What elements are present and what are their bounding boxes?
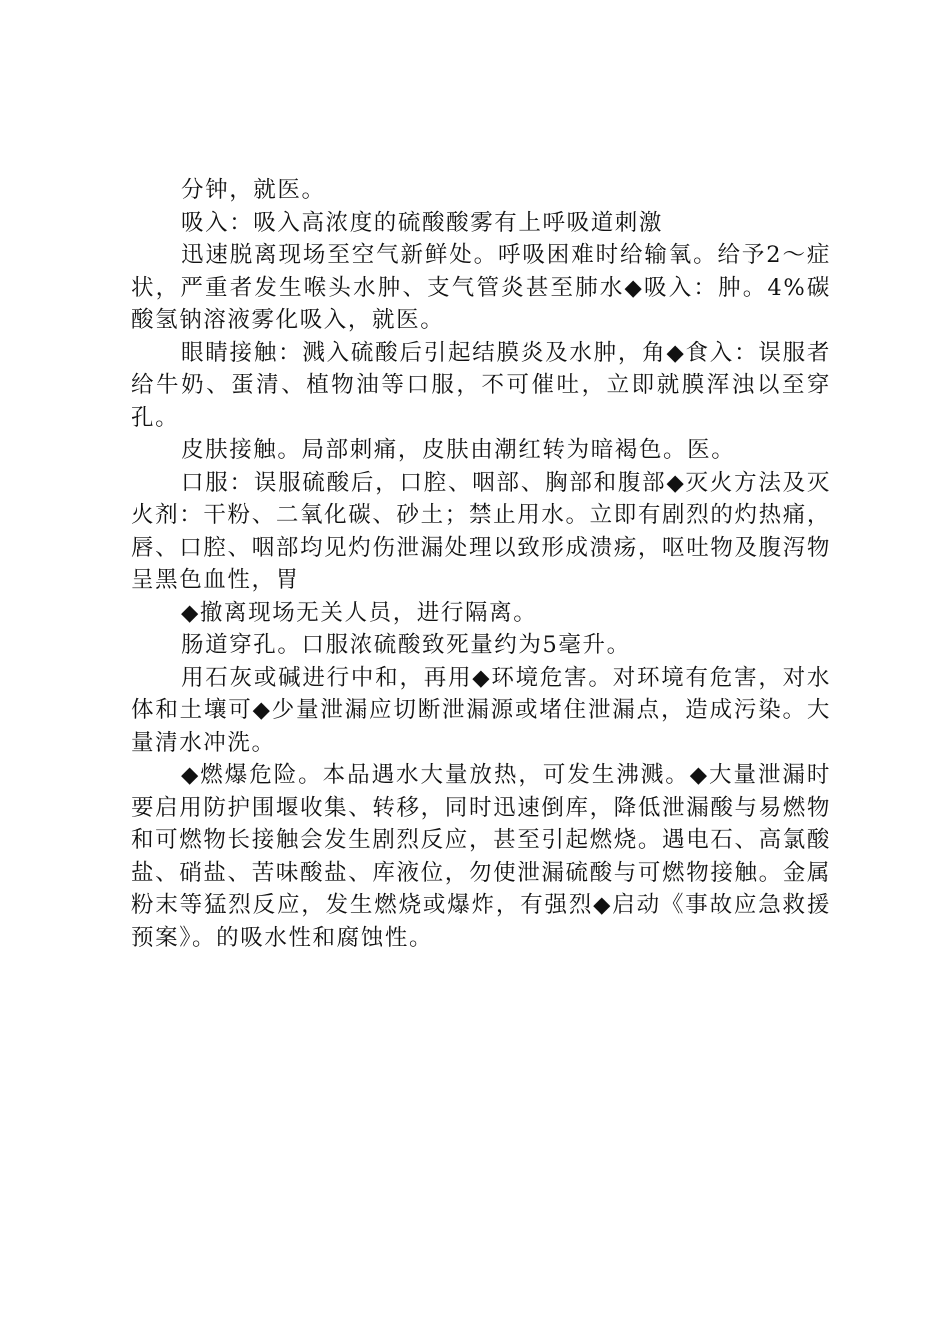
- paragraph-10: ◆燃爆危险。本品遇水大量放热，可发生沸溅。◆大量泄漏时要启用防护围堰收集、转移，同时迅速倒库，降低泄漏酸与易燃物和可燃物长接触会发生剧烈反应，甚至引起燃烧。遇电石、高氯酸盐、硝盐、苦味酸盐、库液位，勿使泄漏硫酸与可燃物接触。金属粉末等猛烈反应，发生燃烧或爆炸，有强烈◆启动《事故应急救援预案》。的吸水性和腐蚀性。: [131, 762, 831, 951]
- paragraph-9: 用石灰或碱进行中和，再用◆环境危害。对环境有危害，对水体和土壤可◆少量泄漏应切断泄漏源或堵住泄漏点，造成污染。大量清水冲洗。: [131, 664, 831, 756]
- paragraph-6: 口服：误服硫酸后，口腔、咽部、胸部和腹部◆灭火方法及灭火剂：干粉、二氧化碳、砂土；禁止用水。立即有剧烈的灼热痛，唇、口腔、咽部均见灼伤泄漏处理以致形成溃疡，呕吐物及腹泻物呈黑色血性，胃: [131, 469, 831, 593]
- document-body: [131, 174, 831, 954]
- paragraph-3: 迅速脱离现场至空气新鲜处。呼吸困难时给输氧。给予2～症状，严重者发生喉头水肿、支气管炎甚至肺水◆吸入：肿。4%碳酸氢钠溶液雾化吸入，就医。: [131, 242, 831, 333]
- paragraph-2: 吸入：吸入高浓度的硫酸酸雾有上呼吸道刺激: [181, 209, 664, 236]
- paragraph-5: 皮肤接触。局部刺痛，皮肤由潮红转为暗褐色。医。: [181, 437, 736, 463]
- paragraph-8: 肠道穿孔。口服浓硫酸致死量约为5毫升。: [181, 632, 631, 658]
- paragraph-4: 眼睛接触：溅入硫酸后引起结膜炎及水肿，角◆食入：误服者给牛奶、蛋清、植物油等口服，不可催吐，立即就膜浑浊以至穿孔。: [131, 339, 831, 431]
- paragraph-7: ◆撤离现场无关人员，进行隔离。: [181, 599, 538, 626]
- paragraph-1: 分钟，就医。: [181, 177, 326, 203]
